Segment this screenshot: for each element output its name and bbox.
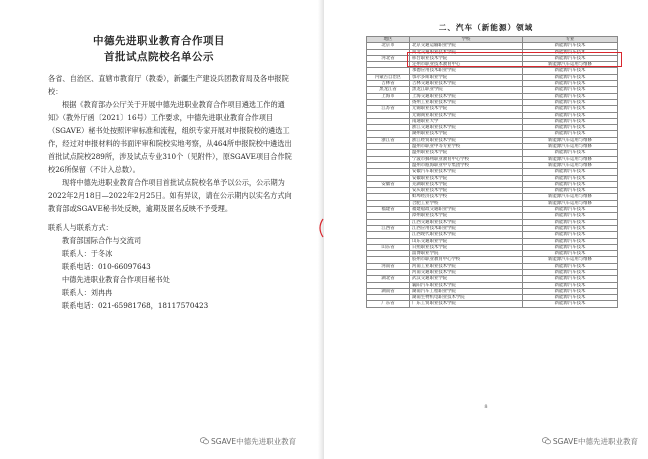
school-cell: 浙江经贸职业技术学院 — [410, 137, 523, 143]
major-cell: 新能源汽车技术 — [523, 112, 618, 118]
region-cell: 黑龙江省 — [367, 87, 410, 93]
region-cell: 江西省 — [367, 225, 410, 231]
major-cell: 新能源汽车技术 — [523, 301, 618, 307]
major-cell: 新能源汽车技术 — [523, 282, 618, 288]
region-cell: 湖北省 — [367, 276, 410, 282]
watermark — [542, 436, 638, 447]
major-cell: 新能源汽车运用与维修 — [523, 162, 618, 168]
region-cell: 安徽省 — [367, 181, 410, 187]
school-cell: 安徽职业技术学院 — [410, 175, 523, 181]
major-cell: 新能源汽车运用与维修 — [523, 257, 618, 263]
major-cell: 新能源汽车技术 — [523, 225, 618, 231]
school-cell: 漳州职业技术学院 — [410, 213, 523, 219]
school-cell: 定州市职业技术教育中心 — [410, 62, 523, 68]
region-cell: 上海市 — [367, 93, 410, 99]
school-cell: 温州市职业中等专业学校 — [410, 144, 523, 150]
school-cell: 胶州市职业教育中心学校 — [410, 257, 523, 263]
school-cell: 南通职业大学 — [410, 118, 523, 124]
school-cell: 山东交通职业学院 — [410, 238, 523, 244]
major-cell: 新能源汽车技术 — [523, 87, 618, 93]
salutation: 各省、自治区、直辖市教育厅（教委），新疆生产建设兵团教育局及各申报院校： — [48, 74, 289, 96]
major-cell: 新能源汽车技术 — [523, 118, 618, 124]
watermark-text: SGAVE中德先进职业教育 — [552, 437, 638, 446]
paragraph-2: 现将中德先进职业教育合作项目首批试点院校名单予以公示，公示期为2022年2月18日—2022年2月25日。如有异议，请在公示期内以实名方式向教育部或SGAVE秘书处反映，逾期及匿名反映不予受理。 — [48, 178, 292, 213]
major-cell: 新能源汽车技术 — [523, 207, 618, 213]
school-cell: 日照职业技术学院 — [410, 244, 523, 250]
contact-line: 中德先进职业教育合作项目秘书处 — [62, 275, 170, 284]
watermark — [200, 436, 296, 447]
school-cell: 湖南生物机电职业技术学院 — [410, 295, 523, 301]
school-cell: 北京交通运输职业学院 — [410, 43, 523, 49]
major-cell: 新能源汽车技术 — [523, 49, 618, 55]
major-cell: 新能源汽车技术 — [523, 244, 618, 250]
major-cell: 新能源汽车技术 — [523, 288, 618, 294]
contact-line: 联系人：刘冉冉 — [62, 288, 113, 297]
region-cell: 浙江省 — [367, 137, 410, 143]
binding-mark — [316, 218, 324, 238]
region-cell: 吉林省 — [367, 81, 410, 87]
major-cell: 新能源汽车技术 — [523, 55, 618, 61]
page-number: 8 — [484, 404, 488, 410]
watermark-text: SGAVE中德先进职业教育 — [211, 437, 297, 446]
school-cell: 蚌埠经济技术学校 — [410, 194, 523, 200]
major-cell: 新能源汽车技术 — [523, 150, 618, 156]
column-header: 学校 — [410, 37, 523, 43]
major-cell: 新能源汽车技术 — [523, 269, 618, 275]
school-cell: 湖州职业技术学院 — [410, 131, 523, 137]
school-cell: 广东工贸职业技术学院 — [410, 301, 523, 307]
major-cell: 新能源汽车技术 — [523, 169, 618, 175]
region-cell: 山东省 — [367, 244, 410, 250]
school-cell: 芜湖职业技术学院 — [410, 181, 523, 187]
contact-heading: 联系人与联系方式： — [48, 223, 113, 232]
major-cell: 新能源汽车技术 — [523, 68, 618, 74]
major-cell: 新能源汽车技术 — [523, 295, 618, 301]
school-cell: 襄阳汽车职业技术学院 — [410, 282, 523, 288]
school-cell: 浙江交通职业技术学院 — [410, 125, 523, 131]
major-cell: 新能源汽车技术 — [523, 213, 618, 219]
school-cell: 河南交通职业技术学院 — [410, 269, 523, 275]
major-cell: 新能源汽车技术 — [523, 43, 618, 49]
column-header: 专业 — [523, 37, 618, 43]
school-cell: 江西交通职业技术学院 — [410, 219, 523, 225]
right-page — [324, 0, 648, 459]
major-cell: 新能源汽车技术 — [523, 93, 618, 99]
major-cell: 新能源汽车运用与维修 — [523, 144, 618, 150]
school-cell: 江西应用技术职业学院 — [410, 225, 523, 231]
school-cell: 上海交通职业技术学院 — [410, 93, 523, 99]
major-cell: 新能源汽车运用与维修 — [523, 200, 618, 206]
announcement-body — [48, 72, 294, 312]
region-cell: 江苏省 — [367, 106, 410, 112]
major-cell: 新能源汽车运用与维修 — [523, 194, 618, 200]
major-cell: 新能源汽车技术 — [523, 188, 618, 194]
highlight-box — [407, 52, 622, 67]
school-cell: 无锡商业职业技术学院 — [410, 112, 523, 118]
school-cell: 吉林交通职业技术学院 — [410, 81, 523, 87]
school-cell: 淄博职业学院 — [410, 251, 523, 257]
school-cell: 安庆职业技术学院 — [410, 188, 523, 194]
school-cell: 温州职业技术学院 — [410, 150, 523, 156]
school-cell: 宁波市鄞州职业教育中心学校 — [410, 156, 523, 162]
school-cell: 邢台职业技术学院 — [410, 55, 523, 61]
region-cell: 北京市 — [367, 43, 410, 49]
contact-line: 教育部国际合作与交流司 — [62, 236, 142, 245]
major-cell: 新能源汽车技术 — [523, 106, 618, 112]
major-cell: 新能源汽车运用与维修 — [523, 137, 618, 143]
column-header: 地区 — [367, 37, 410, 43]
major-cell: 新能源汽车技术 — [523, 99, 618, 105]
major-cell: 新能源汽车技术 — [523, 232, 618, 238]
contact-line: 联系人：于冬冰 — [62, 249, 113, 258]
school-cell: 合肥工业学校 — [410, 200, 523, 206]
major-cell: 新能源汽车运用与维修 — [523, 62, 618, 68]
school-cell: 安徽汽车职业技术学院 — [410, 169, 523, 175]
major-cell: 新能源汽车技术 — [523, 74, 618, 80]
school-cell: 黑龙江职业学院 — [410, 87, 523, 93]
major-cell: 新能源汽车技术 — [523, 175, 618, 181]
paragraph-1: 根据《教育部办公厅关于开展中德先进职业教育合作项目遴选工作的通知》（教外厅函〔2021〕16号）工作要求，中德先进职业教育合作项目（SGAVE）秘书处按照评审标准和流程，组织专家开展对申报院校的遴选工作，经过对申报材料的书面评审和院校实地考察，从464所申报院校中遴选出首批试点院校289所，涉及试点专业310个（见附件），原SGAVE项目合作院校26所保留（不计入总数）。 — [48, 100, 292, 174]
school-cell: 湖南汽车工程职业学院 — [410, 288, 523, 294]
school-cell: 武汉交通职业学院 — [410, 276, 523, 282]
major-cell: 新能源汽车技术 — [523, 181, 618, 187]
major-cell: 新能源汽车技术 — [523, 238, 618, 244]
major-cell: 新能源汽车技术 — [523, 251, 618, 257]
major-cell: 新能源汽车运用与维修 — [523, 156, 618, 162]
school-cell: 江西现代职业技术学院 — [410, 232, 523, 238]
major-cell: 新能源汽车技术 — [523, 263, 618, 269]
school-cell: 温州市瓯海职业中专集团学校 — [410, 162, 523, 168]
major-cell: 新能源汽车技术 — [523, 125, 618, 131]
page-title: 中德先进职业教育合作项目 — [93, 35, 225, 47]
contact-line: 联系电话：010-66097643 — [62, 262, 151, 271]
school-cell: 承德应用技术职业学院 — [410, 68, 523, 74]
section-heading: 二、汽车（新能源）领域 — [438, 23, 534, 32]
school-cell: 福建船政交通职业学院 — [410, 207, 523, 213]
region-cell: 福建省 — [367, 207, 410, 213]
school-cell: 无锡职业技术学院 — [410, 106, 523, 112]
major-cell: 新能源汽车技术 — [523, 131, 618, 137]
region-cell: 湖南省 — [367, 288, 410, 294]
major-cell: 新能源汽车技术 — [523, 276, 618, 282]
wechat-icon — [200, 437, 209, 447]
contact-line: 联系电话：021-65981768，18117570423 — [62, 301, 209, 310]
region-cell: 内蒙古自治区 — [367, 74, 410, 80]
table-row — [367, 301, 618, 307]
school-table — [366, 36, 618, 308]
school-cell: 扬州工业职业技术学院 — [410, 99, 523, 105]
wechat-icon — [542, 437, 551, 447]
major-cell: 新能源汽车技术 — [523, 219, 618, 225]
region-cell: 广东省 — [367, 301, 410, 307]
school-cell: 鄂尔多斯职业学院 — [410, 74, 523, 80]
page-subtitle: 首批试点院校名单公示 — [104, 51, 214, 63]
region-cell: 河北省 — [367, 55, 410, 61]
school-cell: 河南工业职业技术学院 — [410, 263, 523, 269]
major-cell: 新能源汽车技术 — [523, 81, 618, 87]
region-cell: 河南省 — [367, 263, 410, 269]
school-cell: 河北交通职业技术学院 — [410, 49, 523, 55]
